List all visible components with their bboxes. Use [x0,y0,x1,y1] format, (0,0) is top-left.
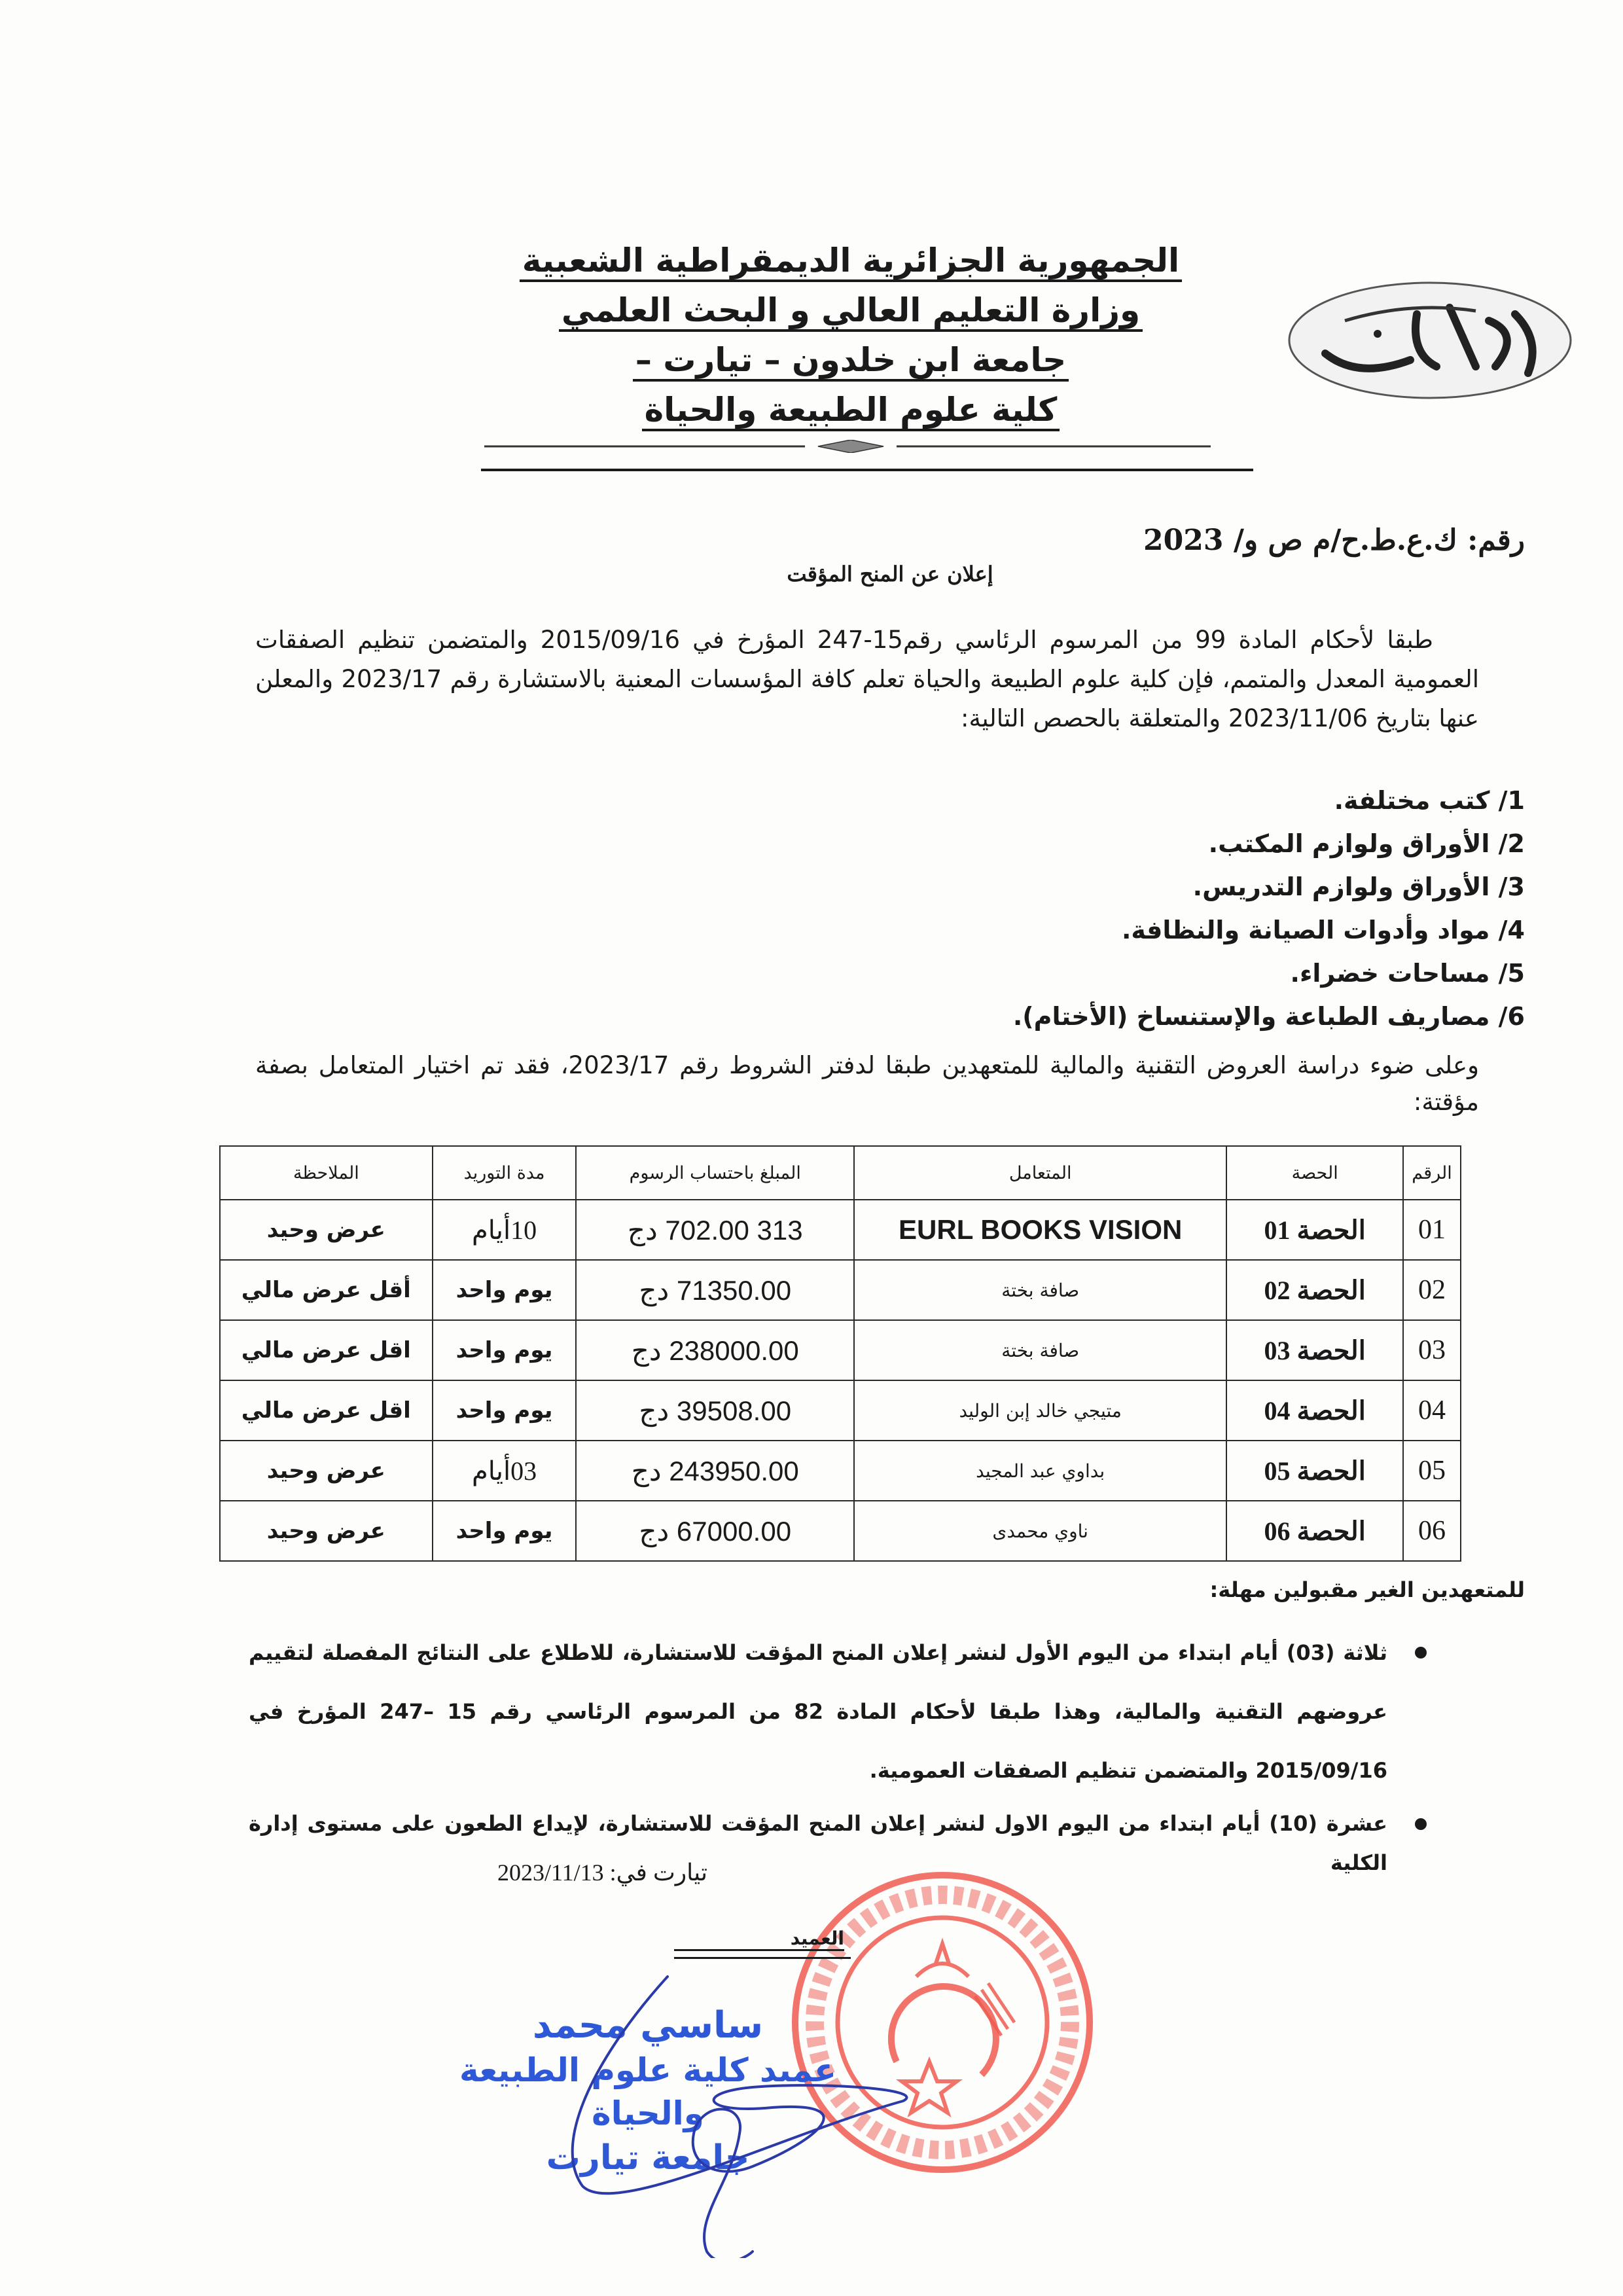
cell-lot: الحصة 03 [1226,1320,1403,1380]
cell-amount: 39508.00 دج [576,1380,854,1441]
cell-operator: EURL BOOKS VISION [854,1200,1226,1260]
award-table [219,1145,1461,1562]
award-table-container [219,1145,1461,1562]
document-header [458,236,1243,435]
cell-lot: الحصة 05 [1226,1441,1403,1501]
cell-lot: الحصة 06 [1226,1501,1403,1561]
table-row [220,1501,1461,1561]
appeal-title: للمتعهدين الغير مقبولين مهلة: [1209,1577,1525,1602]
header-faculty: كلية علوم الطبيعة والحياة [642,391,1060,431]
cell-note: عرض وحيد [220,1441,433,1501]
cell-amount: 67000.00 دج [576,1501,854,1561]
cell-duration: يوم واحد [433,1501,577,1561]
stamp-university: جامعة تيارت [546,2138,750,2178]
appeal-bullet-text: عشرة (10) أيام ابتداء من اليوم الاول لنشر إعلان المنح المؤقت للاستشارة، لإيداع الطعون على مستوى إدارة الكلية [249,1811,1387,1875]
announcement-title: إعلان عن المنح المؤقت [787,562,993,586]
header-number: الرقم [1403,1146,1461,1200]
header-note: الملاحظة [220,1146,433,1200]
cell-number: 03 [1403,1320,1461,1380]
cell-operator: بداوي عبد المجيد [854,1441,1226,1501]
cell-operator: ناوي محمدى [854,1501,1226,1561]
bullet-icon [1415,1647,1427,1659]
lots-list [936,779,1525,1038]
header-operator: المتعامل [854,1146,1226,1200]
header-duration: مدة التوريد [433,1146,577,1200]
table-row [220,1320,1461,1380]
table-header-row [220,1146,1461,1200]
table-row [220,1200,1461,1260]
table-row [220,1380,1461,1441]
table-row [220,1260,1461,1320]
cell-note: اقل عرض مالي [220,1380,433,1441]
signature-icon [524,1970,916,2258]
cell-number: 05 [1403,1441,1461,1501]
cell-amount: 238000.00 دج [576,1320,854,1380]
appeal-bullet-text: ثلاثة (03) أيام ابتداء من اليوم الأول لنشر إعلان المنح المؤقت للاستشارة، للاطلاع على النتائج المفصلة لتقييم عروضهم التقنية والمالية، وهذا طبقا لأحكام المادة 82 من المرسوم الرئاسي رقم 15 –247 المؤرخ في 2015/09/16 والمتضمن تنظيم الصفقات العمومية. [249,1640,1388,1783]
cell-amount: 71350.00 دج [576,1260,854,1320]
lot-item: 4/ مواد وأدوات الصيانة والنظافة. [1121,916,1525,944]
cell-duration: 10أيام [433,1200,577,1260]
cell-amount: 243950.00 دج [576,1441,854,1501]
header-lot: الحصة [1226,1146,1403,1200]
cell-lot: الحصة 04 [1226,1380,1403,1441]
university-logo-icon [1279,275,1580,406]
header-amount: المبلغ باحتساب الرسوم [576,1146,854,1200]
header-republic: الجمهورية الجزائرية الديمقراطية الشعبية [520,242,1182,282]
stamp-name: ساسي محمد [532,2004,764,2047]
lot-item: 2/ الأوراق ولوازم المكتب. [1208,829,1525,858]
intro-paragraph [255,620,1479,738]
place-date: تيارت في: 2023/11/13 [497,1859,708,1886]
bullet-icon [1415,1818,1427,1830]
cell-number: 06 [1403,1501,1461,1561]
intro-text: طبقا لأحكام المادة 99 من المرسوم الرئاسي رقم15-247 المؤرخ في 2015/09/16 والمتضمن تنظيم الصفقات العمومية المعدل والمتمم، فإن كلية علوم الطبيعة والحياة تعلم كافة المؤسسات المعنية بالاستشارة رقم 2023/17 والمعلن عنها بتاريخ 2023/11/06 والمتعلقة بالحصص التالية: [255,626,1480,732]
header-university: جامعة ابن خلدون – تيارت – [633,341,1069,382]
cell-note: أقل عرض مالي [220,1260,433,1320]
header-ministry: وزارة التعليم العالي و البحث العلمي [559,291,1143,332]
dean-label: العميد [674,1928,844,1951]
dean-underline [674,1957,851,1959]
cell-lot: الحصة 02 [1226,1260,1403,1320]
lot-item: 3/ الأوراق ولوازم التدريس. [1192,872,1525,901]
cell-duration: يوم واحد [433,1260,577,1320]
reference-number: رقم: ك.ع.ط.ح/م ص و/ 2023 [1143,524,1525,557]
lot-item: 5/ مساحات خضراء. [1290,959,1525,988]
lot-item: 6/ مصاريف الطباعة والإستنساخ (الأختام). [1012,1002,1525,1031]
cell-operator: متيجي خالد إبن الوليد [854,1380,1226,1441]
cell-number: 01 [1403,1200,1461,1260]
cell-duration: يوم واحد [433,1320,577,1380]
cell-operator: صافة بختة [854,1320,1226,1380]
cell-amount: 313 702.00 دج [576,1200,854,1260]
cell-number: 02 [1403,1260,1461,1320]
cell-duration: يوم واحد [433,1380,577,1441]
cell-note: اقل عرض مالي [220,1320,433,1380]
header-divider-line [481,469,1253,471]
cell-number: 04 [1403,1380,1461,1441]
header-divider-ornament [484,440,1211,453]
cell-operator: صافة بختة [854,1260,1226,1320]
cell-lot: الحصة 01 [1226,1200,1403,1260]
lot-item: 1/ كتب مختلفة. [1334,786,1525,815]
table-row [220,1441,1461,1501]
cell-note: عرض وحيد [220,1200,433,1260]
selection-paragraph: وعلى ضوء دراسة العروض التقنية والمالية للمتعهدين طبقا لدفتر الشروط رقم 2023/17، فقد تم اختيار المتعامل بصفة مؤقتة: [255,1051,1479,1116]
cell-note: عرض وحيد [220,1501,433,1561]
appeal-bullet [249,1623,1427,1800]
appeal-bullets [249,1623,1427,1882]
cell-duration: 03أيام [433,1441,577,1501]
stamp-title: عميد كلية علوم الطبيعة والحياة [459,2051,836,2132]
